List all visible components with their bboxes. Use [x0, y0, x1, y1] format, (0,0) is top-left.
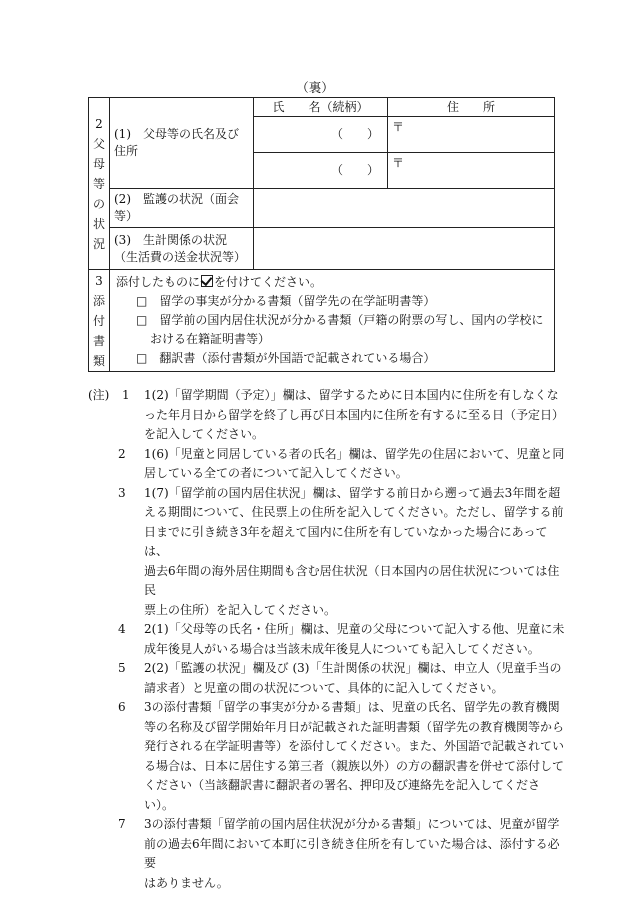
- address-column-header: 住 所: [388, 98, 555, 117]
- parent1-address-field[interactable]: [388, 117, 555, 153]
- notes-heading: (注): [88, 388, 110, 402]
- attachment-item-translation[interactable]: □ 翻訳書（添付書類が外国語で記載されている場合）: [136, 351, 436, 365]
- relationship-field[interactable]: （ ）: [330, 127, 379, 141]
- relationship-field[interactable]: （ ）: [330, 163, 379, 177]
- livelihood-status-field[interactable]: [254, 228, 555, 270]
- livelihood-status-label: (3) 生計関係の状況 （生活費の送金状況等）: [110, 228, 254, 270]
- parent2-name-field[interactable]: [254, 153, 388, 189]
- custody-status-label: (2) 監護の状況（面会等）: [110, 189, 254, 228]
- notes-section: [88, 386, 568, 893]
- checked-box-icon: [201, 275, 213, 287]
- attachment-item-domestic-residence[interactable]: □ 留学前の国内居住状況が分かる書類（戸籍の附票の写し、国内の学校に: [136, 313, 544, 327]
- postal-mark-icon: 〒: [392, 120, 405, 134]
- note-item: 1 1(2)「留学期間（予定）」欄は、留学するために日本国内に住所を有しなくな った年月日から留学を終了し再び日本国内に住所を有するに至る日（予定日） を記入してください。: [122, 388, 565, 441]
- parents-name-address-label: (1) 父母等の氏名及び住所: [110, 98, 254, 189]
- postal-mark-icon: 〒: [392, 156, 405, 170]
- attachment-item-study-proof[interactable]: □ 留学の事実が分かる書類（留学先の在学証明書等）: [136, 294, 436, 308]
- note-item: 2 1(6)「児童と同居している者の氏名」欄は、留学先の住居において、児童と同 居している全ての者について記入してください。: [118, 446, 565, 480]
- custody-status-field[interactable]: [254, 189, 555, 228]
- note-item: 3 1(7)「留学前の国内居住状況」欄は、留学する前日から遡って過去3年間を超 える期間について、住民票上の住所を記入してください。ただし、留学する前 日までに引き続き3年を超えて国内に住所を有していなかった場合にあっては、 過去6年間の海外居住期間も含む居住状況（日本国内の居住状況については住民 票上の住所）を記入してください。: [118, 485, 564, 617]
- attachment-item-domestic-residence-cont: おける在籍証明書等）: [150, 332, 271, 346]
- attachments-cell: [110, 270, 555, 372]
- page-title: （裏）: [296, 80, 334, 95]
- checkbox[interactable]: □: [136, 313, 148, 327]
- section3-label: 3 添 付 書 類: [89, 270, 110, 372]
- note-item: 7 3の添付書類「留学前の国内居住状況が分かる書類」については、児童が留学 前の過去6年間において本町に引き続き住所を有していた場合は、添付する必要 はありません。: [118, 817, 560, 890]
- attachments-instruction: 添付したものに を付けてください。: [116, 275, 323, 289]
- parent2-address-field[interactable]: [388, 153, 555, 189]
- form-table: [88, 97, 555, 372]
- parent1-name-field[interactable]: [254, 117, 388, 153]
- note-item: 4 2(1)「父母等の氏名・住所」欄は、児童の父母について記入する他、児童に未 成年後見人がいる場合は当該未成年後見人についても記入してください。: [118, 622, 565, 656]
- checkbox[interactable]: □: [136, 351, 148, 365]
- name-column-header: 氏 名（続柄）: [254, 98, 388, 117]
- note-item: 6 3の添付書類「留学の事実が分かる書類」は、児童の氏名、留学先の教育機関 等の名称及び留学開始年月日が記載された証明書類（留学先の教育機関等から 発行される在学証明書等）を添付してください。また、外国語で記載されてい る場合は、日本に居住する第三者（親族以外）の方の翻訳書を併せて添付して ください（当該翻訳書に翻訳者の署名、押印及び連絡先を記入してください）。: [118, 700, 565, 812]
- note-item: 5 2(2)「監護の状況」欄及び (3)「生計関係の状況」欄は、申立人（児童手当の 請求者）と児童の間の状況について、具体的に記入してください。: [118, 661, 562, 695]
- section2-label: 2 父 母 等 の 状 況: [89, 98, 110, 270]
- checkbox[interactable]: □: [136, 294, 148, 308]
